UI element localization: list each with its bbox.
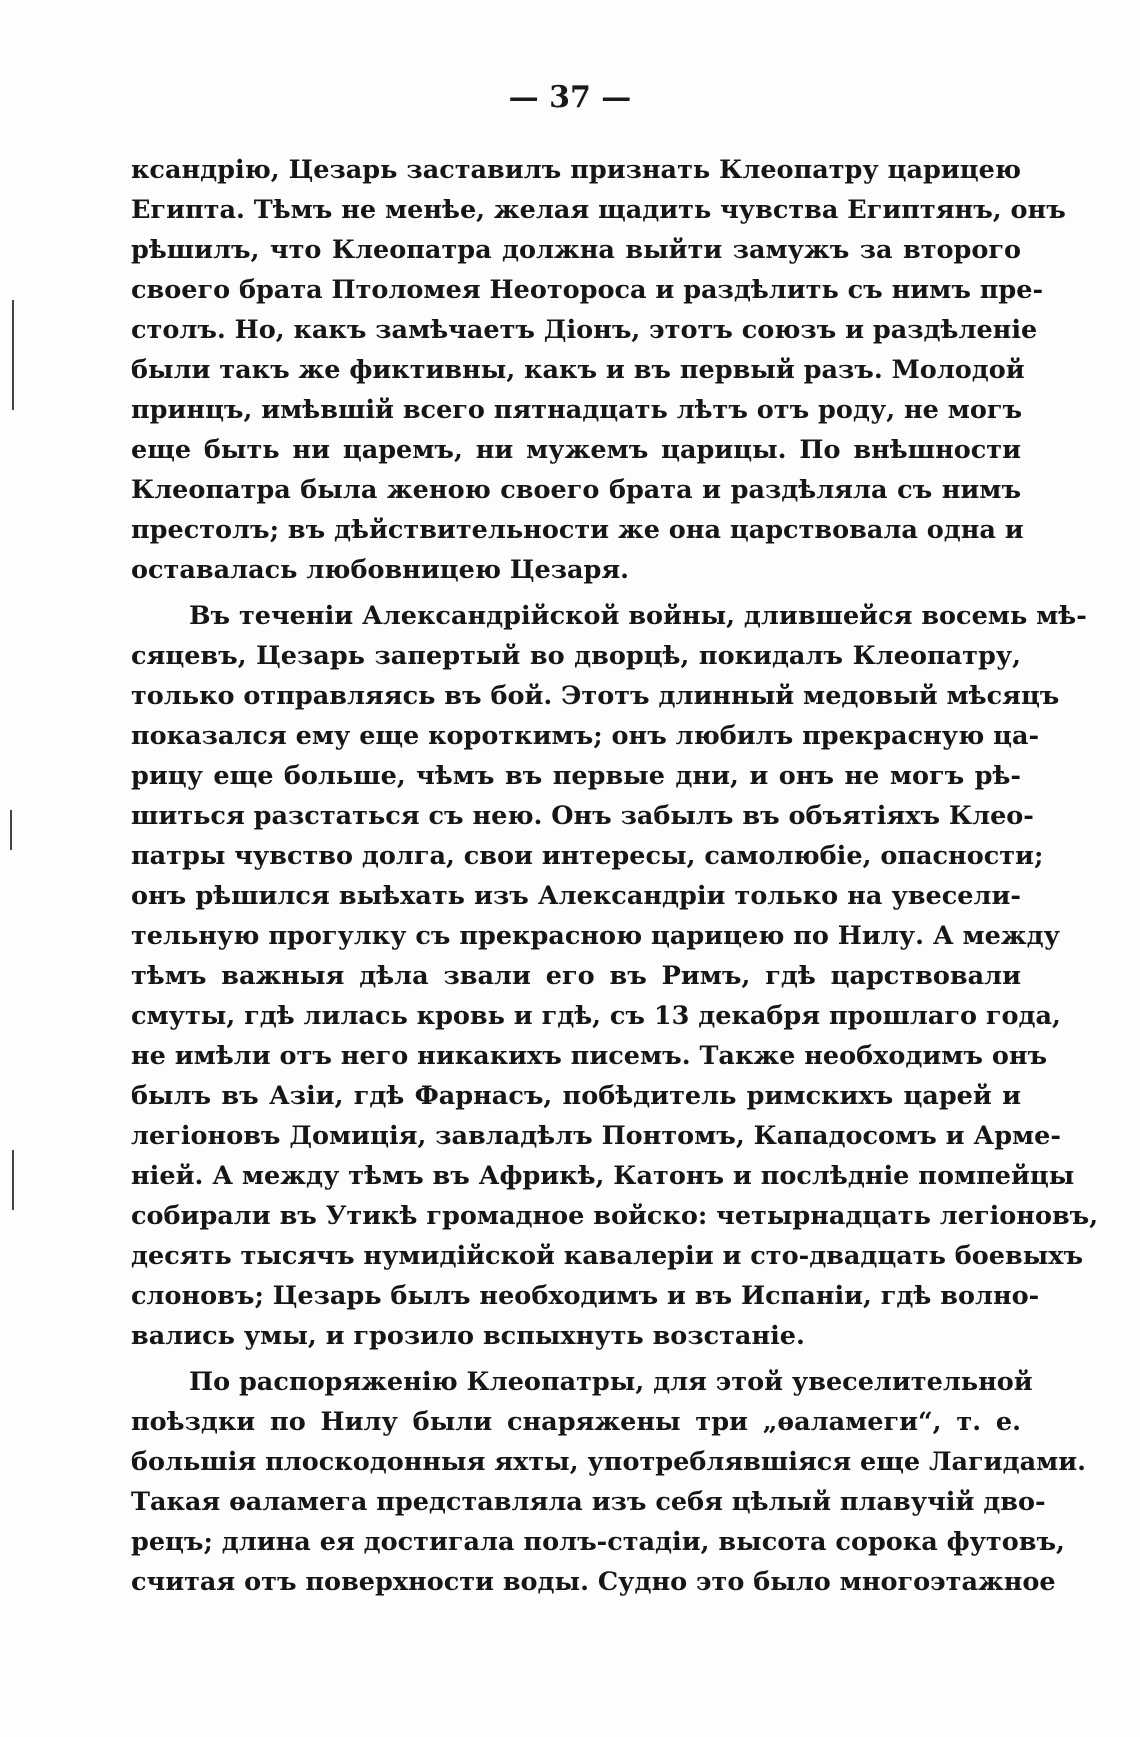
text-line: онъ рѣшился выѣхать изъ Александріи только на увесели-	[131, 881, 1021, 911]
text-line: принцъ, имѣвшій всего пятнадцать лѣтъ отъ роду, не могъ	[131, 395, 1023, 425]
text-line: десять тысячъ нумидійской кавалеріи и сто-двадцать боевыхъ	[131, 1241, 1084, 1271]
text-line: ксандрію, Цезарь заставилъ признать Клеопатру царицею	[131, 155, 1021, 185]
scan-mark	[12, 1150, 14, 1210]
text-line: рѣшилъ, что Клеопатра должна выйти замужъ за второго	[131, 235, 1021, 265]
paragraph-2	[131, 596, 1099, 1356]
text-line: Въ теченіи Александрійской войны, длившейся восемь мѣ-	[189, 601, 1087, 631]
text-line: еще быть ни царемъ, ни мужемъ царицы. По внѣшности	[131, 435, 1021, 465]
text-line: поѣздки по Нилу были снаряжены три „ѳаламеги“, т. е.	[131, 1407, 1021, 1437]
paragraph-3	[131, 1362, 1087, 1602]
text-line: ніей. А между тѣмъ въ Африкѣ, Катонъ и послѣдніе помпейцы	[131, 1161, 1075, 1191]
text-line: считая отъ поверхности воды. Судно это было многоэтажное	[131, 1567, 1056, 1597]
text-line: смуты, гдѣ лилась кровь и гдѣ, съ 13 декабря прошлаго года,	[131, 1001, 1061, 1031]
text-line: показался ему еще короткимъ; онъ любилъ прекрасную ца-	[131, 721, 1040, 751]
scan-mark	[12, 300, 14, 410]
page-number: — 37 —	[508, 80, 632, 115]
text-line: патры чувство долга, свои интересы, самолюбіе, опасности;	[131, 841, 1044, 871]
text-line: большія плоскодонныя яхты, употреблявшіяся еще Лагидами.	[131, 1447, 1087, 1477]
text-line: были такъ же фиктивны, какъ и въ первый разъ. Молодой	[131, 355, 1025, 385]
text-line: столъ. Но, какъ замѣчаетъ Діонъ, этотъ союзъ и раздѣленіе	[131, 315, 1038, 345]
text-line: собирали въ Утикѣ громадное войско: четырнадцать легіоновъ,	[131, 1201, 1099, 1231]
text-line: Египта. Тѣмъ не менѣе, желая щадить чувства Египтянъ, онъ	[131, 195, 1066, 225]
text-line: легіоновъ Домиція, завладѣлъ Понтомъ, Кападосомъ и Арме-	[131, 1121, 1061, 1151]
text-line: тельную прогулку съ прекрасною царицею по Нилу. А между	[131, 921, 1060, 951]
text-line: Клеопатра была женою своего брата и раздѣляла съ нимъ	[131, 475, 1021, 505]
text-line: только отправляясь въ бой. Этотъ длинный медовый мѣсяцъ	[131, 681, 1060, 711]
text-line: слоновъ; Цезарь былъ необходимъ и въ Испаніи, гдѣ волно-	[131, 1281, 1040, 1311]
text-line: своего брата Птоломея Неотороса и раздѣлить съ нимъ пре-	[131, 275, 1044, 305]
paragraph-1	[131, 150, 1066, 590]
text-line: сяцевъ, Цезарь запертый во дворцѣ, покидалъ Клеопатру,	[131, 641, 1021, 671]
text-line: оставалась любовницею Цезаря.	[131, 555, 630, 585]
text-line: вались умы, и грозило вспыхнуть возстаніе.	[131, 1321, 805, 1351]
text-line: былъ въ Азіи, гдѣ Фарнасъ, побѣдитель римскихъ царей и	[131, 1081, 1021, 1111]
text-line: не имѣли отъ него никакихъ писемъ. Также необходимъ онъ	[131, 1041, 1048, 1071]
text-line: рицу еще больше, чѣмъ въ первые дни, и онъ не могъ рѣ-	[131, 761, 1021, 791]
body-text	[131, 150, 1099, 1602]
text-line: тѣмъ важныя дѣла звали его въ Римъ, гдѣ царствовали	[131, 961, 1021, 991]
text-line: престолъ; въ дѣйствительности же она царствовала одна и	[131, 515, 1024, 545]
text-line: шиться разстаться съ нею. Онъ забылъ въ объятіяхъ Клео-	[131, 801, 1034, 831]
text-line: По распоряженію Клеопатры, для этой увеселительной	[189, 1367, 1033, 1397]
text-line: Такая ѳаламега представляла изъ себя цѣлый плавучій дво-	[131, 1487, 1046, 1517]
scan-mark	[10, 810, 12, 850]
text-line: рецъ; длина ея достигала полъ-стадіи, высота сорока футовъ,	[131, 1527, 1065, 1557]
